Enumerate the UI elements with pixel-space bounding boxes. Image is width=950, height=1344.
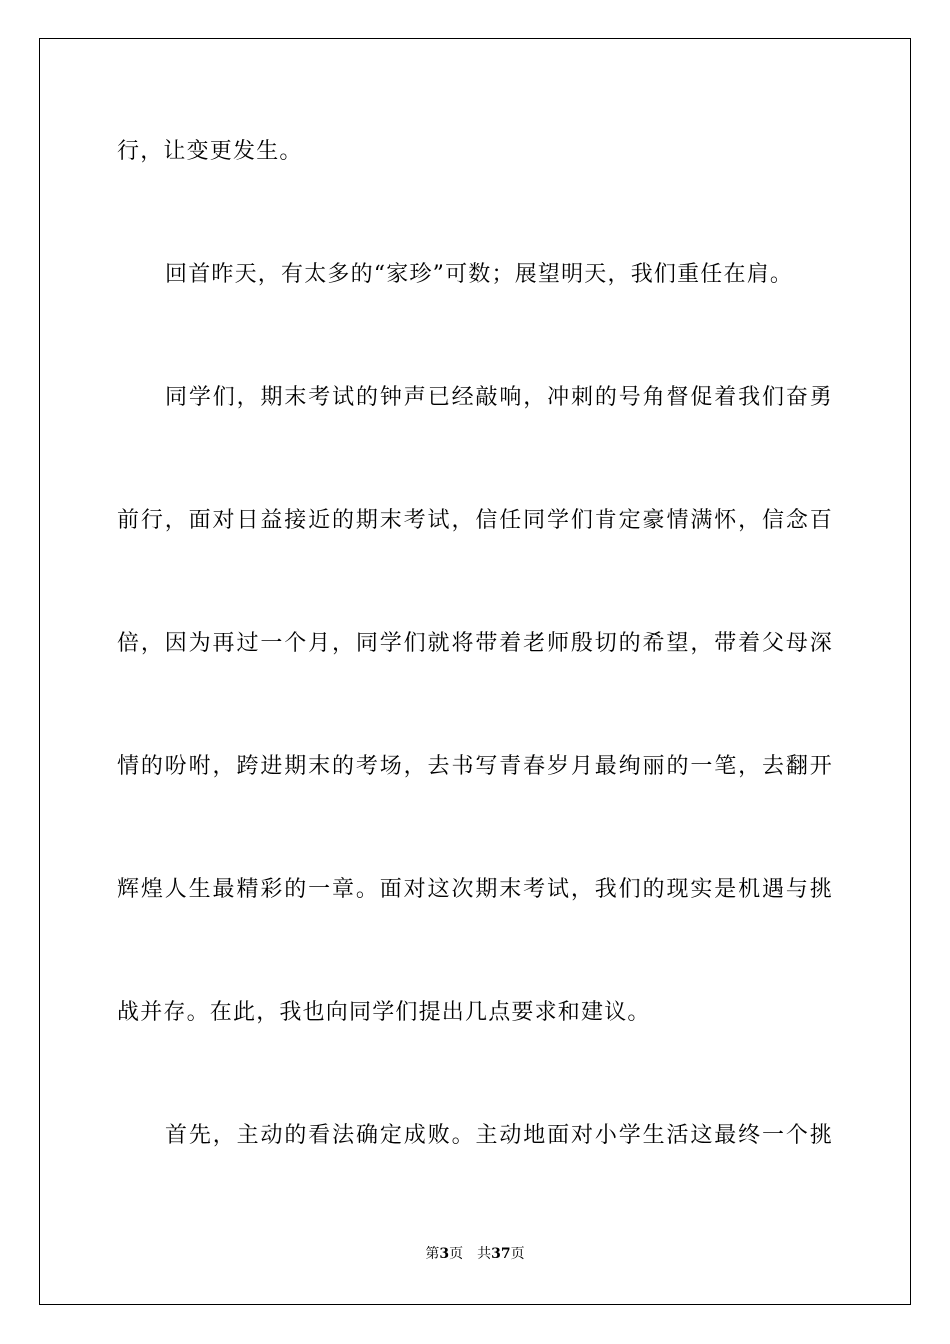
text-line-4: 前行，面对日益接近的期末考试，信任同学们肯定豪情满怀，信念百	[117, 508, 833, 533]
total-prefix: 共	[477, 1246, 492, 1262]
text-line-2: 回首昨天，有太多的“家珍”可数；展望明天，我们重任在肩。	[165, 262, 794, 287]
total-pages: 37	[491, 1246, 511, 1262]
text-line-7: 辉煌人生最精彩的一章。面对这次期末考试，我们的现实是机遇与挑	[117, 877, 833, 902]
text-line-9: 首先，主动的看法确定成败。主动地面对小学生活这最终一个挑	[165, 1123, 833, 1148]
page-suffix: 页	[449, 1246, 464, 1262]
page-footer	[0, 1245, 950, 1263]
page-prefix: 第	[425, 1246, 440, 1262]
text-line-5: 倍，因为再过一个月，同学们就将带着老师殷切的希望，带着父母深	[117, 631, 833, 656]
page-number: 3	[439, 1246, 450, 1262]
page-border	[39, 38, 911, 1305]
text-line-3: 同学们，期末考试的钟声已经敲响，冲刺的号角督促着我们奋勇	[165, 385, 833, 410]
text-line-8: 战并存。在此，我也向同学们提出几点要求和建议。	[117, 1000, 651, 1025]
total-suffix: 页	[510, 1246, 525, 1262]
text-line-6: 情的吩咐，跨进期末的考场，去书写青春岁月最绚丽的一笔，去翻开	[117, 754, 833, 779]
text-line-1: 行，让变更发生。	[117, 139, 303, 164]
